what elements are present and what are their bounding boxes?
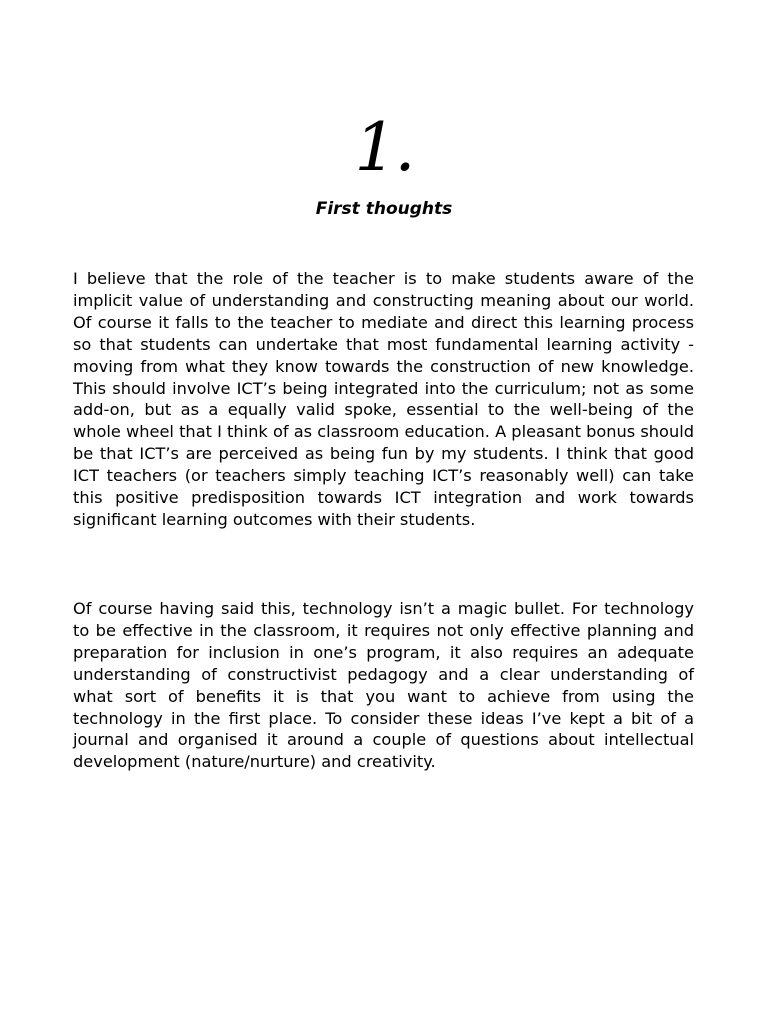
chapter-number: 1.: [354, 109, 414, 186]
body-paragraph: I believe that the role of the teacher is to make students aware of the implicit value of understanding and constructing meaning about our world. Of course it falls to the teacher to mediate and direct this learning process so that students can undertake that most fundamental learning activity - moving from what they know towards the construction of new knowledge. This should involve ICT’s being integrated into the curriculum; not as some add-on, but as a equally valid spoke, essential to the well-being of the whole wheel that I think of as classroom education. A pleasant bonus should be that ICT’s are perceived as being fun by my students. I think that good ICT teachers (or teachers simply teaching ICT’s reasonably well) can take this positive predisposition towards ICT integration and work towards significant learning outcomes with their students.: [73, 269, 694, 529]
chapter-title: First thoughts: [315, 199, 453, 219]
body-paragraph: Of course having said this, technology isn’t a magic bullet. For technology to be effective in the classroom, it requires not only effective planning and preparation for inclusion in one’s program, it also requires an adequate understanding of constructivist pedagogy and a clear understanding of what sort of benefits it is that you want to achieve from using the technology in the first place. To consider these ideas I’ve kept a bit of a journal and organised it around a couple of questions about intellectual development (nature/nurture) and creativity.: [73, 599, 694, 772]
